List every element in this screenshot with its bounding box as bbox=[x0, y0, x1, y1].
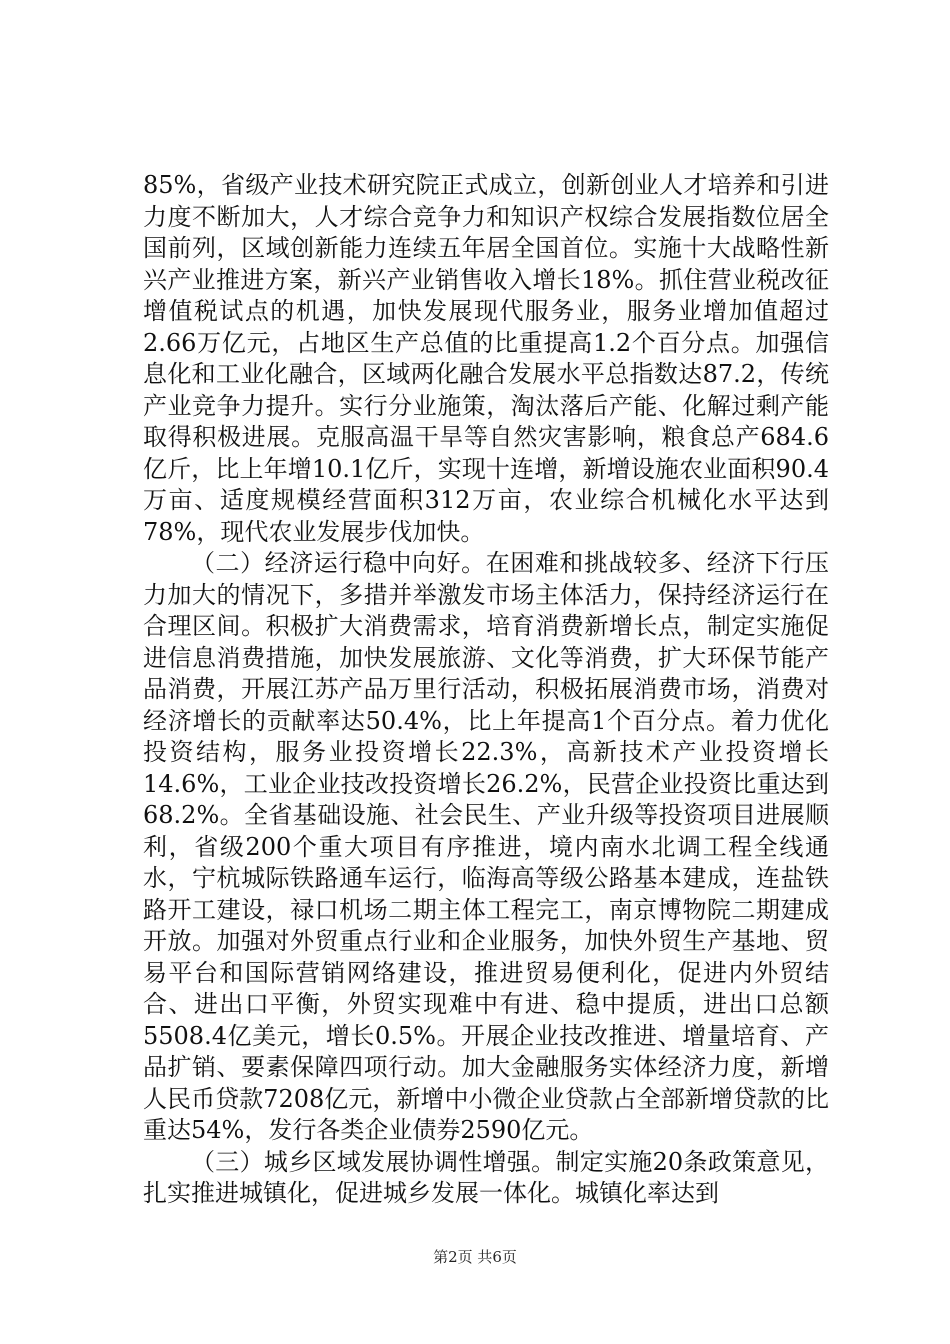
paragraph-2: （二）经济运行稳中向好。在困难和挑战较多、经济下行压力加大的情况下，多措并举激发市场主体活力，保持经济运行在合理区间。积极扩大消费需求，培育消费新增长点，制定实施促进信息消费措施，加快发展旅游、文化等消费，扩大环保节能产品消费，开展江苏产品万里行活动，积极拓展消费市场，消费对经济增长的贡献率达50.4%，比上年提高1个百分点。着力优化投资结构，服务业投资增长22.3%，高新技术产业投资增长14.6%，工业企业技改投资增长26.2%，民营企业投资比重达到68.2%。全省基础设施、社会民生、产业升级等投资项目进展顺利，省级200个重大项目有序推进，境内南水北调工程全线通水，宁杭城际铁路通车运行，临海高等级公路基本建成，连盐铁路开工建设，禄口机场二期主体工程完工，南京博物院二期建成开放。加强对外贸重点行业和企业服务，加快外贸生产基地、贸易平台和国际营销网络建设，推进贸易便利化，促进内外贸结合、进出口平衡，外贸实现难中有进、稳中提质，进出口总额5508.4亿美元，增长0.5%。开展企业技改推进、增量培育、产品扩销、要素保障四项行动。加大金融服务实体经济力度，新增人民币贷款7208亿元，新增中小微企业贷款占全部新增贷款的比重达54%，发行各类企业债券2590亿元。 bbox=[143, 549, 829, 1144]
page-number-label: 第2页 共6页 bbox=[433, 1248, 517, 1266]
body-text bbox=[143, 170, 829, 1210]
page-footer bbox=[0, 1246, 950, 1267]
paragraph-1: 85%，省级产业技术研究院正式成立，创新创业人才培养和引进力度不断加大，人才综合竞争力和知识产权综合发展指数位居全国前列，区域创新能力连续五年居全国首位。实施十大战略性新兴产业推进方案，新兴产业销售收入增长18%。抓住营业税改征增值税试点的机遇，加快发展现代服务业，服务业增加值超过2.66万亿元，占地区生产总值的比重提高1.2个百分点。加强信息化和工业化融合，区域两化融合发展水平总指数达87.2，传统产业竞争力提升。实行分业施策，淘汰落后产能、化解过剩产能取得积极进展。克服高温干旱等自然灾害影响，粮食总产684.6亿斤，比上年增10.1亿斤，实现十连增，新增设施农业面积90.4万亩、适度规模经营面积312万亩，农业综合机械化水平达到78%，现代农业发展步伐加快。 bbox=[143, 171, 829, 546]
paragraph-3: （三）城乡区域发展协调性增强。制定实施20条政策意见，扎实推进城镇化，促进城乡发展一体化。城镇化率达到 bbox=[143, 1147, 829, 1207]
